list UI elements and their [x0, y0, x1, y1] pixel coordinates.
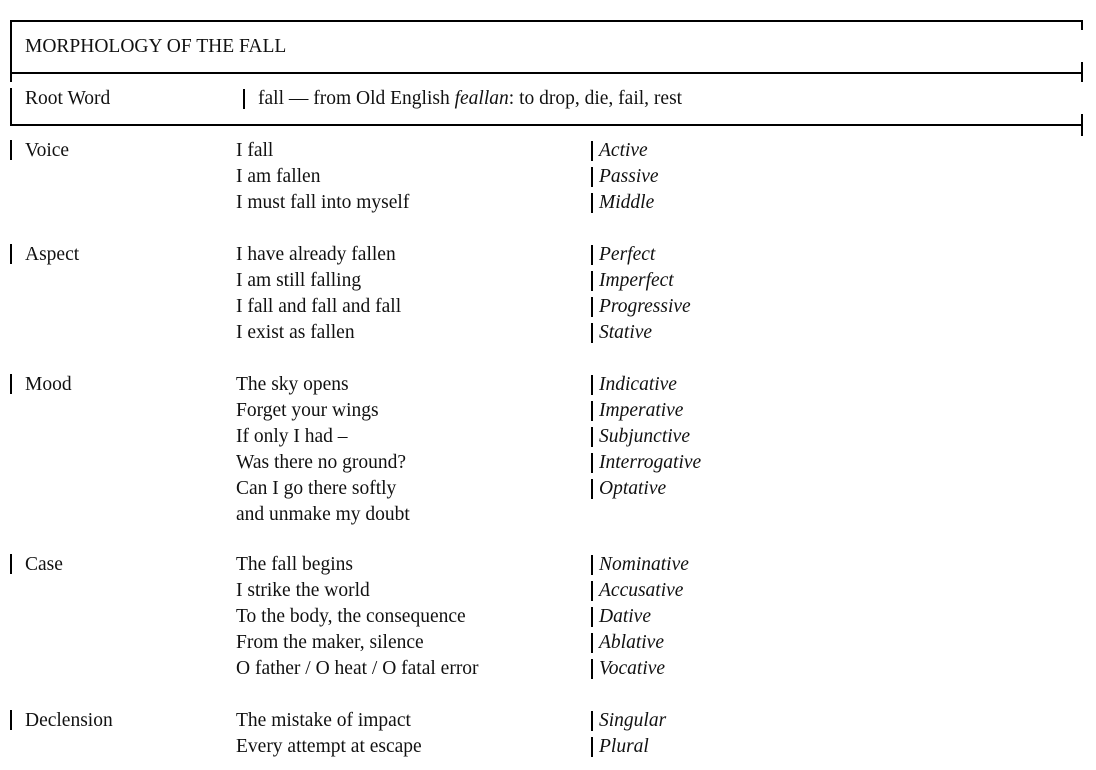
- form-bar: [591, 245, 593, 265]
- header-middle-right-tick: [1081, 62, 1083, 82]
- grammatical-form: [591, 164, 659, 190]
- form-bar: [591, 323, 593, 343]
- poem-line: Can I go there softly: [236, 478, 397, 499]
- form-label: Ablative: [599, 632, 664, 653]
- form-bar: [591, 479, 593, 499]
- form-bar: [591, 375, 593, 395]
- grammatical-form: [591, 708, 666, 734]
- poem-line: I strike the world: [236, 580, 370, 601]
- grammatical-form: [591, 138, 659, 164]
- form-label: Active: [599, 140, 648, 161]
- category-label: Case: [25, 554, 63, 575]
- form-bar: [591, 401, 593, 421]
- form-label: Dative: [599, 606, 651, 627]
- form-label: Indicative: [599, 374, 677, 395]
- poem-line: Was there no ground?: [236, 452, 407, 473]
- form-label: Interrogative: [599, 452, 702, 473]
- header-top-right-tick: [1081, 20, 1083, 30]
- poem-line: I must fall into myself: [236, 192, 410, 213]
- form-label: Plural: [599, 736, 649, 757]
- grammatical-form: [591, 476, 701, 502]
- voice-forms: [591, 138, 659, 216]
- form-bar: [591, 555, 593, 575]
- form-label: Progressive: [599, 296, 691, 317]
- category-bar: [10, 710, 12, 730]
- category-label: Mood: [25, 374, 72, 395]
- mood-lines: [236, 372, 410, 528]
- mood-forms: [591, 372, 701, 502]
- grammatical-form: [591, 268, 691, 294]
- page-title: MORPHOLOGY OF THE FALL: [25, 36, 287, 57]
- form-bar: [591, 659, 593, 679]
- grammatical-form: [591, 294, 691, 320]
- poem-line: I fall and fall and fall: [236, 296, 402, 317]
- poem-line: I am still falling: [236, 270, 362, 291]
- form-label: Accusative: [599, 580, 684, 601]
- poem-line: and unmake my doubt: [236, 504, 410, 525]
- grammatical-form: [591, 450, 701, 476]
- category-label: Voice: [25, 140, 70, 161]
- header-bottom-right-tick: [1081, 114, 1083, 136]
- header-middle-rule: [10, 72, 1083, 74]
- form-bar: [591, 141, 593, 161]
- poem-line: I exist as fallen: [236, 322, 355, 343]
- category-bar: [10, 554, 12, 574]
- poem-line: Every attempt at escape: [236, 736, 422, 757]
- grammatical-form: [591, 656, 689, 682]
- poem-line: The mistake of impact: [236, 710, 411, 731]
- poem-line: O father / O heat / O fatal error: [236, 658, 479, 679]
- root-etymon: feallan: [454, 88, 509, 109]
- root-definition-prefix: fall — from Old English: [258, 88, 455, 109]
- form-label: Stative: [599, 322, 653, 343]
- form-label: Vocative: [599, 658, 666, 679]
- poem-line: I fall: [236, 140, 274, 161]
- form-bar: [591, 607, 593, 627]
- form-bar: [591, 711, 593, 731]
- grammatical-form: [591, 398, 701, 424]
- header-bottom-rule: [10, 124, 1083, 126]
- grammatical-form: [591, 190, 659, 216]
- category-label: Aspect: [25, 244, 80, 265]
- root-word-label: Root Word: [25, 88, 111, 109]
- form-bar: [591, 271, 593, 291]
- grammatical-form: [591, 734, 666, 760]
- grammatical-form: [591, 604, 689, 630]
- form-label: Singular: [599, 710, 667, 731]
- form-label: Nominative: [599, 554, 689, 575]
- poem-line: Forget your wings: [236, 400, 379, 421]
- form-label: Passive: [599, 166, 659, 187]
- case-forms: [591, 552, 689, 682]
- form-bar: [591, 633, 593, 653]
- form-bar: [591, 581, 593, 601]
- form-label: Middle: [599, 192, 655, 213]
- root-left-tick: [10, 88, 12, 124]
- header-top-rule: [10, 20, 1083, 22]
- aspect-forms: [591, 242, 691, 346]
- category-bar: [10, 244, 12, 264]
- grammatical-form: [591, 372, 701, 398]
- form-label: Subjunctive: [599, 426, 690, 447]
- form-label: Perfect: [599, 244, 656, 265]
- case-lines: [236, 552, 479, 682]
- category-bar: [10, 374, 12, 394]
- root-word-definition: [258, 86, 682, 112]
- poem-line: The fall begins: [236, 554, 353, 575]
- form-label: Imperfect: [599, 270, 674, 291]
- root-separator-bar: [243, 89, 245, 109]
- declension-lines: [236, 708, 422, 760]
- aspect-lines: [236, 242, 401, 346]
- grammatical-form: [591, 242, 691, 268]
- grammatical-form: [591, 552, 689, 578]
- form-bar: [591, 453, 593, 473]
- grammatical-form: [591, 320, 691, 346]
- form-label: Imperative: [599, 400, 684, 421]
- grammatical-form: [591, 424, 701, 450]
- form-bar: [591, 427, 593, 447]
- root-definition-suffix: : to drop, die, fail, rest: [508, 88, 683, 109]
- poem-line: To the body, the consequence: [236, 606, 466, 627]
- form-bar: [591, 297, 593, 317]
- form-label: Optative: [599, 478, 667, 499]
- poem-line: I am fallen: [236, 166, 321, 187]
- poem-line: I have already fallen: [236, 244, 396, 265]
- form-bar: [591, 167, 593, 187]
- grammatical-form: [591, 630, 689, 656]
- declension-forms: [591, 708, 666, 760]
- category-bar: [10, 140, 12, 160]
- form-bar: [591, 193, 593, 213]
- category-label: Declension: [25, 710, 113, 731]
- poem-line: The sky opens: [236, 374, 349, 395]
- poem-line: From the maker, silence: [236, 632, 424, 653]
- voice-lines: [236, 138, 409, 216]
- form-bar: [591, 737, 593, 757]
- poem-line: If only I had –: [236, 426, 348, 447]
- grammatical-form: [591, 578, 689, 604]
